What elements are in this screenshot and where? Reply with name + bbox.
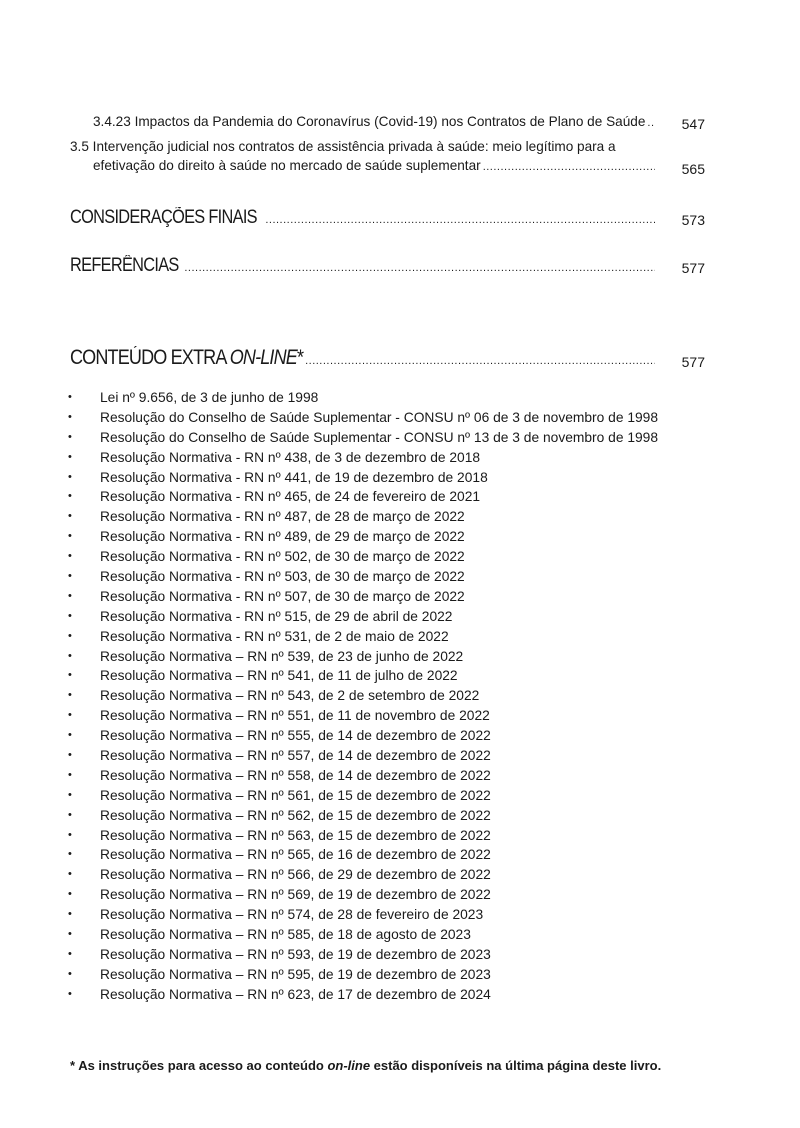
list-item-text: Resolução Normativa – RN nº 543, de 2 de setembro de 2022 [100, 688, 480, 704]
bullet-icon: • [68, 729, 72, 742]
bullet-icon: • [68, 768, 72, 781]
leader-dots [647, 117, 655, 129]
leader-dots [265, 214, 655, 226]
footnote: * As instruções para acesso ao conteúdo on-line estão disponíveis na última página deste livro. [70, 1058, 662, 1073]
list-item [68, 428, 658, 448]
bullet-icon: • [68, 908, 72, 921]
toc-chapter-label: REFERÊNCIAS [70, 255, 179, 276]
bullet-icon: • [68, 391, 72, 403]
list-item [68, 925, 658, 945]
list-item [68, 527, 658, 547]
list-item [68, 826, 658, 846]
list-item-text: Resolução Normativa - RN nº 487, de 28 de março de 2022 [100, 509, 465, 525]
list-item-text: Resolução Normativa – RN nº 562, de 15 de dezembro de 2022 [100, 807, 491, 823]
list-item-text: Resolução Normativa – RN nº 595, de 19 de dezembro de 2023 [100, 966, 491, 982]
bullet-icon: • [68, 848, 72, 861]
list-item-text: Resolução do Conselho de Saúde Suplementar - CONSU nº 13 de 3 de novembro de 1998 [100, 429, 659, 445]
bullet-icon: • [68, 410, 72, 423]
list-item-text: Resolução Normativa – RN nº 539, de 23 de junho de 2022 [100, 648, 464, 664]
list-item-text: Resolução Normativa – RN nº 558, de 14 de dezembro de 2022 [100, 767, 491, 783]
list-item-text: Resolução Normativa - RN nº 465, de 24 de fevereiro de 2021 [100, 489, 481, 505]
list-item [68, 985, 658, 1005]
list-item-text: Resolução Normativa – RN nº 551, de 11 de novembro de 2022 [100, 708, 490, 724]
list-item-text: Resolução Normativa - RN nº 502, de 30 de março de 2022 [100, 549, 465, 565]
bullet-icon: • [68, 589, 72, 602]
list-item [68, 686, 658, 706]
bullet-icon: • [68, 609, 72, 622]
list-item [68, 905, 658, 925]
bullet-icon: • [68, 669, 72, 682]
bullet-icon: • [68, 510, 72, 523]
list-item [68, 945, 658, 965]
toc-entry-3-4-23[interactable] [70, 114, 710, 132]
toc-entry-label: 3.4.23 Impactos da Pandemia do Coronavírus (Covid-19) nos Contratos de Plano de Saúde [93, 114, 646, 129]
bullet-icon: • [68, 530, 72, 543]
list-item [68, 408, 658, 428]
list-item [68, 965, 658, 985]
list-item-text: Resolução Normativa – RN nº 566, de 29 de dezembro de 2022 [100, 867, 491, 883]
toc-entry-extra[interactable] [70, 346, 710, 370]
list-item-text: Resolução Normativa – RN nº 563, de 15 de dezembro de 2022 [100, 827, 491, 843]
bullet-icon: • [68, 689, 72, 702]
bullet-icon: • [68, 928, 72, 941]
list-item-text: Resolução Normativa - RN nº 503, de 30 de março de 2022 [100, 569, 465, 585]
list-item-text: Resolução Normativa – RN nº 585, de 18 de agosto de 2023 [100, 927, 471, 943]
list-item-text: Resolução Normativa – RN nº 557, de 14 de dezembro de 2022 [100, 748, 491, 764]
list-item [68, 448, 658, 468]
list-item-text: Resolução Normativa - RN nº 489, de 29 de março de 2022 [100, 529, 465, 545]
toc-page-number: 547 [681, 116, 705, 132]
bullet-icon: • [68, 450, 72, 463]
bullet-icon: • [68, 470, 72, 483]
bullet-icon: • [68, 490, 72, 503]
bullet-icon: • [68, 947, 72, 960]
online-italic: ON-LINE [229, 346, 297, 369]
list-item [68, 726, 658, 746]
bullet-icon: • [68, 709, 72, 722]
list-item-text: Resolução Normativa – RN nº 574, de 28 de fevereiro de 2023 [100, 907, 484, 923]
list-item [68, 388, 658, 408]
toc-entry-referencias[interactable] [70, 255, 710, 277]
list-item-text: Resolução Normativa – RN nº 565, de 16 de dezembro de 2022 [100, 847, 491, 863]
bullet-icon: • [68, 828, 72, 841]
list-item [68, 567, 658, 587]
toc-entry-line1: 3.5 Intervenção judicial nos contratos de assistência privada à saúde: meio legítimo para a [70, 139, 616, 154]
bullet-icon: • [68, 987, 72, 1000]
list-item [68, 666, 658, 686]
list-item-text: Resolução Normativa – RN nº 555, de 14 de dezembro de 2022 [100, 728, 491, 744]
toc-entry-line2: efetivação do direito à saúde no mercado de saúde suplementar [93, 158, 481, 173]
list-item [68, 786, 658, 806]
list-item [68, 766, 658, 786]
list-item [68, 607, 658, 627]
list-item [68, 547, 658, 567]
list-item [68, 806, 658, 826]
toc-chapter-label: CONSIDERAÇÕES FINAIS [70, 207, 257, 228]
list-item [68, 865, 658, 885]
list-item-text: Lei nº 9.656, de 3 de junho de 1998 [100, 390, 319, 405]
list-item [68, 468, 658, 488]
bullet-icon: • [68, 808, 72, 821]
list-item-text: Resolução Normativa – RN nº 569, de 19 de dezembro de 2022 [100, 887, 491, 903]
leader-dots [483, 161, 655, 173]
bullet-icon: • [68, 868, 72, 881]
list-item [68, 845, 658, 865]
bullet-icon: • [68, 570, 72, 583]
toc-page-number: 565 [681, 161, 705, 177]
bullet-icon: • [68, 629, 72, 642]
list-item [68, 746, 658, 766]
list-item-text: Resolução Normativa - RN nº 515, de 29 de abril de 2022 [100, 608, 453, 624]
list-item-text: Resolução Normativa – RN nº 593, de 19 de dezembro de 2023 [100, 946, 491, 962]
bullet-icon: • [68, 888, 72, 901]
leader-dots [305, 355, 655, 367]
toc-page-number: 577 [681, 354, 705, 370]
leader-dots [184, 262, 655, 274]
toc-entry-consideracoes[interactable] [70, 207, 710, 229]
list-item-text: Resolução Normativa – RN nº 561, de 15 de dezembro de 2022 [100, 787, 491, 803]
list-item-text: Resolução do Conselho de Saúde Suplementar - CONSU nº 06 de 3 de novembro de 1998 [100, 409, 659, 425]
bullet-icon: • [68, 430, 72, 443]
list-item [68, 885, 658, 905]
toc-entry-3-5[interactable] [70, 139, 710, 177]
list-item-text: Resolução Normativa – RN nº 623, de 17 de dezembro de 2024 [100, 986, 491, 1002]
list-item-text: Resolução Normativa - RN nº 507, de 30 de março de 2022 [100, 588, 465, 604]
bullet-icon: • [68, 550, 72, 563]
list-item [68, 507, 658, 527]
list-item [68, 487, 658, 507]
bullet-icon: • [68, 749, 72, 762]
list-item [68, 587, 658, 607]
toc-extra-label: CONTEÚDO EXTRA ON-LINE* [70, 346, 304, 369]
bullet-icon: • [68, 967, 72, 980]
toc-page-number: 573 [681, 212, 705, 228]
bullet-icon: • [68, 649, 72, 662]
list-item-text: Resolução Normativa - RN nº 531, de 2 de maio de 2022 [100, 628, 449, 644]
list-item-text: Resolução Normativa – RN nº 541, de 11 de julho de 2022 [100, 668, 458, 684]
toc-page-number: 577 [681, 260, 705, 276]
list-item [68, 627, 658, 647]
extra-content-list [68, 388, 658, 1005]
list-item-text: Resolução Normativa - RN nº 441, de 19 de dezembro de 2018 [100, 469, 488, 485]
bullet-icon: • [68, 788, 72, 801]
list-item [68, 706, 658, 726]
list-item [68, 647, 658, 667]
list-item-text: Resolução Normativa - RN nº 438, de 3 de dezembro de 2018 [100, 449, 481, 465]
